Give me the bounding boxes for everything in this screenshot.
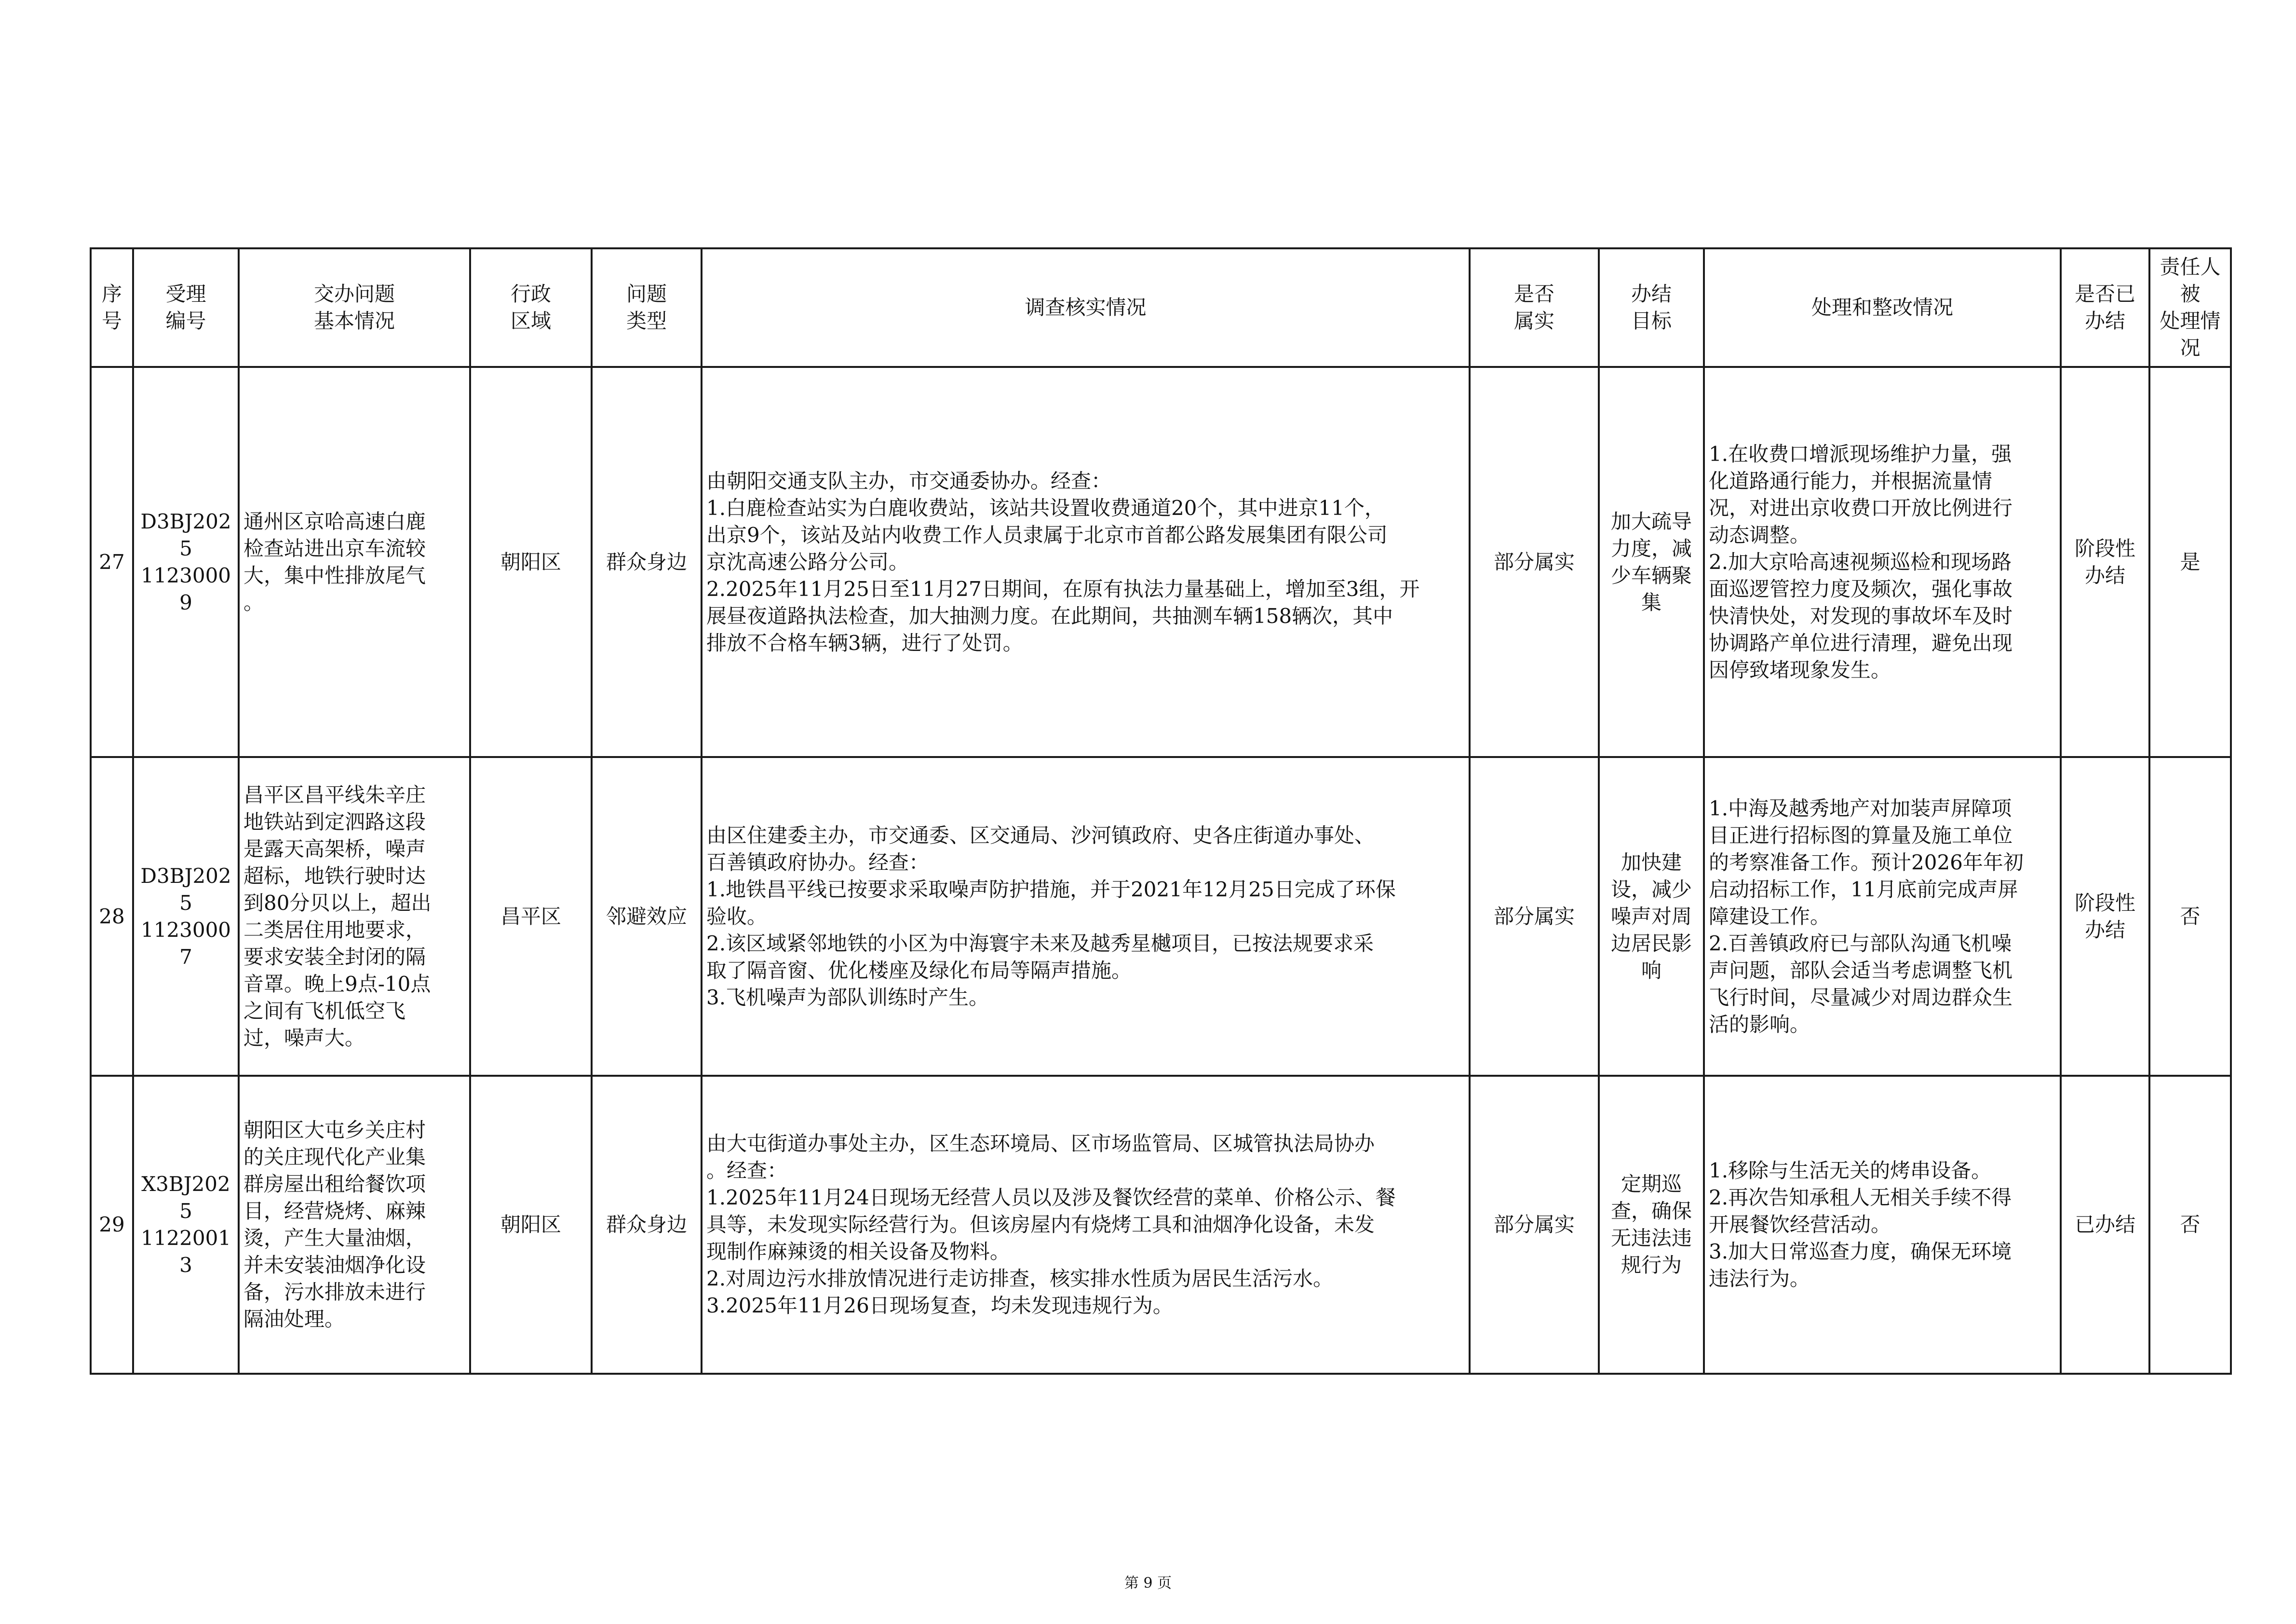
cell-closed: 已办结 [2061, 1076, 2149, 1374]
cell-district: 朝阳区 [470, 1076, 592, 1374]
cell-case-no: X3BJ2025 11220013 [133, 1076, 239, 1374]
cell-issue: 昌平区昌平线朱辛庄 地铁站到定泗路这段 是露天高架桥，噪声 超标，地铁行驶时达 到80分贝以上，超出 二类居住用地要求， 要求安装全封闭的隔 音罩。晚上9点-10点 之间有飞机低空飞 过，噪声大。 [239, 757, 470, 1076]
table-row [91, 1076, 2231, 1374]
cell-goal: 定期巡 查，确保 无违法违 规行为 [1599, 1076, 1704, 1374]
cell-goal: 加大疏导 力度，减 少车辆聚 集 [1599, 367, 1704, 757]
cell-handling: 1.在收费口增派现场维护力量，强 化道路通行能力，并根据流量情 况，对进出京收费口开放比例进行 动态调整。 2.加大京哈高速视频巡检和现场路 面巡逻管控力度及频次，强化事故 快清快处，对发现的事故坏车及时 协调路产单位进行清理，避免出现 因停致堵现象发生。 [1704, 367, 2061, 757]
cell-handling: 1.中海及越秀地产对加装声屏障项 目正进行招标图的算量及施工单位 的考察准备工作。预计2026年年初 启动招标工作，11月底前完成声屏 障建设工作。 2.百善镇政府已与部队沟通飞机噪 声问题，部队会适当考虑调整飞机 飞行时间，尽量减少对周边群众生 活的影响。 [1704, 757, 2061, 1076]
header-row [91, 248, 2231, 367]
table-row [91, 757, 2231, 1076]
cell-type: 邻避效应 [592, 757, 702, 1076]
header-investigation: 调查核实情况 [702, 248, 1470, 367]
header-closed: 是否已 办结 [2061, 248, 2149, 367]
cell-accountability: 否 [2149, 1076, 2231, 1374]
header-type: 问题 类型 [592, 248, 702, 367]
page-number: 第 9 页 [1124, 1575, 1172, 1592]
cell-issue: 朝阳区大屯乡关庄村 的关庄现代化产业集 群房屋出租给餐饮项 目，经营烧烤、麻辣 烫，产生大量油烟， 并未安装油烟净化设 备，污水排放未进行 隔油处理。 [239, 1076, 470, 1374]
cell-seq: 29 [91, 1076, 133, 1374]
header-issue: 交办问题 基本情况 [239, 248, 470, 367]
cell-verified: 部分属实 [1470, 367, 1599, 757]
cell-case-no: D3BJ2025 11230009 [133, 367, 239, 757]
header-handling: 处理和整改情况 [1704, 248, 2061, 367]
cell-type: 群众身边 [592, 367, 702, 757]
cell-district: 朝阳区 [470, 367, 592, 757]
cell-investigation: 由朝阳交通支队主办，市交通委协办。经查： 1.白鹿检查站实为白鹿收费站，该站共设置收费通道20个，其中进京11个， 出京9个，该站及站内收费工作人员隶属于北京市首都公路发展集团有限公司 京沈高速公路分公司。 2.2025年11月25日至11月27日期间，在原有执法力量基础上，增加至3组，开 展昼夜道路执法检查，加大抽测力度。在此期间，共抽测车辆158辆次，其中 排放不合格车辆3辆，进行了处罚。 [702, 367, 1470, 757]
cell-investigation: 由大屯街道办事处主办，区生态环境局、区市场监管局、区城管执法局协办 。经查： 1.2025年11月24日现场无经营人员以及涉及餐饮经营的菜单、价格公示、餐 具等，未发现实际经营行为。但该房屋内有烧烤工具和油烟净化设备，未发 现制作麻辣烫的相关设备及物料。 2.对周边污水排放情况进行走访排查，核实排水性质为居民生活污水。 3.2025年11月26日现场复查，均未发现违规行为。 [702, 1076, 1470, 1374]
cell-seq: 28 [91, 757, 133, 1076]
header-district: 行政 区域 [470, 248, 592, 367]
cell-verified: 部分属实 [1470, 757, 1599, 1076]
header-verified: 是否 属实 [1470, 248, 1599, 367]
cell-accountability: 是 [2149, 367, 2231, 757]
header-case-no: 受理 编号 [133, 248, 239, 367]
cell-goal: 加快建 设，减少 噪声对周 边居民影 响 [1599, 757, 1704, 1076]
cell-handling: 1.移除与生活无关的烤串设备。 2.再次告知承租人无相关手续不得 开展餐饮经营活动。 3.加大日常巡查力度，确保无环境 违法行为。 [1704, 1076, 2061, 1374]
cell-accountability: 否 [2149, 757, 2231, 1076]
table-row [91, 367, 2231, 757]
cell-closed: 阶段性 办结 [2061, 757, 2149, 1076]
cell-type: 群众身边 [592, 1076, 702, 1374]
cell-issue: 通州区京哈高速白鹿 检查站进出京车流较 大，集中性排放尾气 。 [239, 367, 470, 757]
cell-closed: 阶段性 办结 [2061, 367, 2149, 757]
cell-case-no: D3BJ2025 11230007 [133, 757, 239, 1076]
header-goal: 办结 目标 [1599, 248, 1704, 367]
supervision-table [90, 247, 2232, 1375]
cell-district: 昌平区 [470, 757, 592, 1076]
header-accountability: 责任人 被 处理情 况 [2149, 248, 2231, 367]
cell-verified: 部分属实 [1470, 1076, 1599, 1374]
cell-seq: 27 [91, 367, 133, 757]
header-seq: 序 号 [91, 248, 133, 367]
cell-investigation: 由区住建委主办，市交通委、区交通局、沙河镇政府、史各庄街道办事处、 百善镇政府协办。经查： 1.地铁昌平线已按要求采取噪声防护措施，并于2021年12月25日完成了环保 验收。 2.该区域紧邻地铁的小区为中海寰宇未来及越秀星樾项目，已按法规要求采 取了隔音窗、优化楼座及绿化布局等隔声措施。 3.飞机噪声为部队训练时产生。 [702, 757, 1470, 1076]
